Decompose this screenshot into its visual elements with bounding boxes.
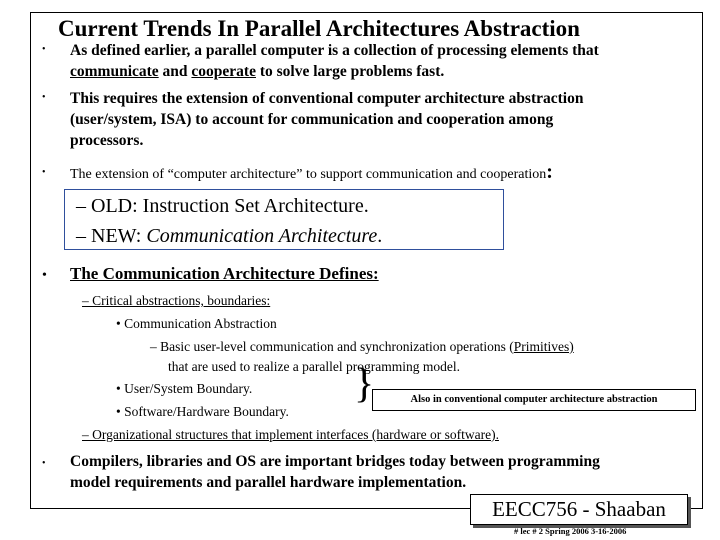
critical-abstractions [82, 290, 270, 311]
bullet-marker: • [42, 44, 46, 55]
old-isa-line: – OLD: Instruction Set Architecture. [76, 195, 369, 217]
bullet-5-line-2: model requirements and parallel hardware implementation. [70, 474, 467, 491]
bullet-1-cooperate: cooperate [191, 63, 256, 80]
new-prefix: – NEW: [76, 225, 147, 247]
bullet-marker: • [42, 92, 46, 103]
slide-title: Current Trends In Parallel Architectures Abstraction [58, 16, 580, 41]
bullet-3-colon: : [546, 161, 553, 183]
bullet-marker: • [42, 268, 47, 283]
critical-text: – Critical abstractions, boundaries: [82, 293, 271, 308]
bullet-2-line-3: processors. [70, 132, 144, 149]
bullet-1-and: and [158, 63, 192, 80]
lecture-footnote: # lec # 2 Spring 2006 3-16-2006 [514, 526, 627, 536]
basic-operations [150, 336, 574, 357]
new-italic: Communication Architecture [146, 225, 378, 247]
basic-operations-line-2: that are used to realize a parallel programming model. [168, 359, 461, 374]
bullet-4-text: The Communication Architecture Defines: [70, 264, 379, 283]
right-brace: } [354, 361, 375, 407]
new-end: . [377, 225, 383, 247]
brace-note: Also in conventional computer architecture abstraction [372, 389, 696, 411]
bullet-1-text: As defined earlier, a parallel computer is a collection of processing elements that [70, 42, 599, 59]
bullet-2-line-1: This requires the extension of conventional computer architecture abstraction [70, 90, 584, 107]
bullet-1-end: to solve large problems fast. [255, 63, 445, 80]
bullet-2 [70, 88, 700, 151]
bullet-3-text: The extension of “computer architecture” to support communication and cooperation [70, 167, 547, 182]
bullet-marker: • [42, 167, 46, 178]
new-ca-line [76, 223, 382, 249]
bullet-5-line-1: Compilers, libraries and OS are important bridges today between programming [70, 453, 600, 470]
bullet-4 [70, 263, 379, 284]
bullet-marker: • [42, 458, 46, 469]
organizational-structures [82, 424, 499, 445]
communication-abstraction: • Communication Abstraction [116, 316, 277, 331]
bullet-1 [70, 40, 700, 82]
bullet-1-communicate: communicate [70, 63, 159, 80]
course-footer: EECC756 - Shaaban [470, 494, 688, 525]
organizational-text: – Organizational structures that implement interfaces (hardware or software). [82, 427, 499, 442]
user-system-boundary: • User/System Boundary. [116, 381, 253, 396]
software-hardware-boundary: • Software/Hardware Boundary. [116, 404, 289, 419]
bullet-5 [70, 451, 700, 493]
basic-operations-text: – Basic user-level communication and synchronization operations ( [150, 339, 514, 354]
bullet-2-line-2: (user/system, ISA) to account for communication and cooperation among [70, 111, 554, 128]
bullet-3 [70, 162, 553, 185]
primitives-text: Primitives) [513, 339, 574, 354]
